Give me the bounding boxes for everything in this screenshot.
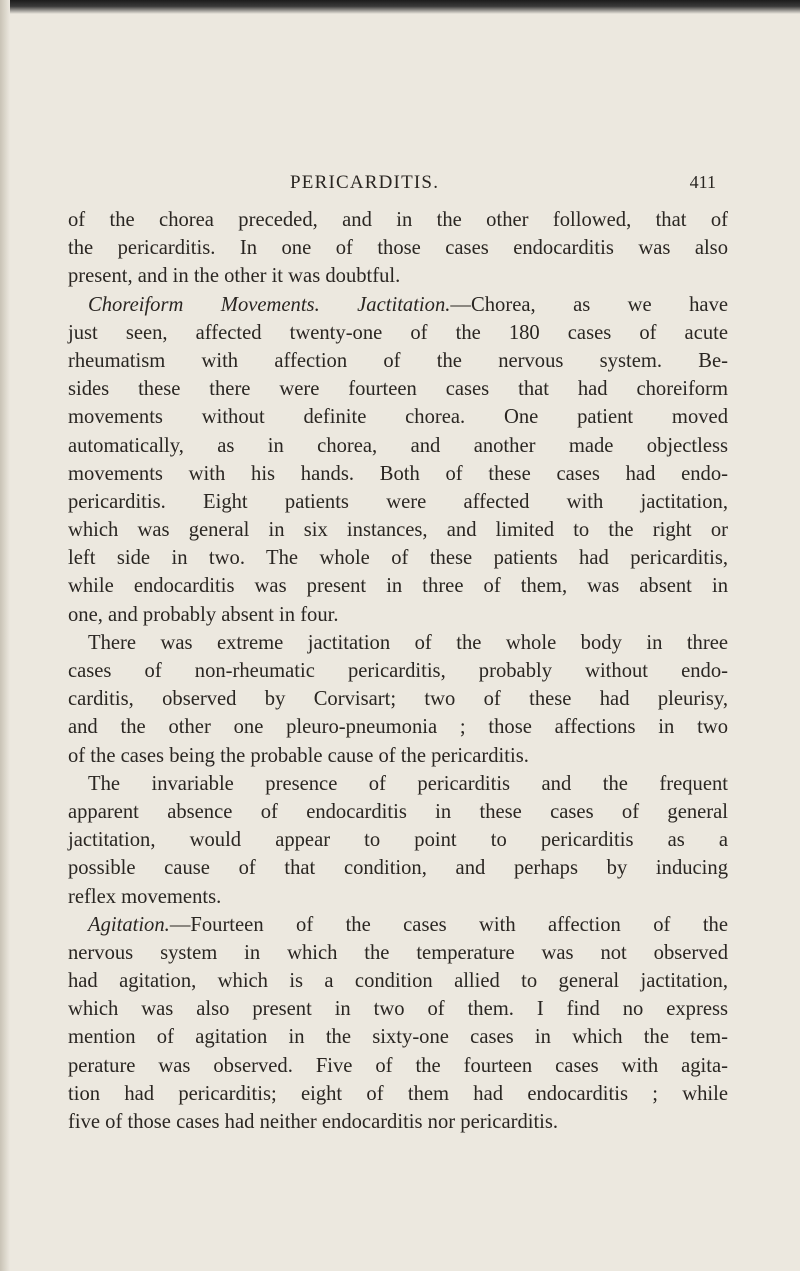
text-line: pericarditis. Eight patients were affected with jactitation, [68, 490, 728, 513]
text-line: five of those cases had neither endocarditis nor pericarditis. [68, 1111, 559, 1133]
text-line: possible cause of that condition, and perhaps by inducing [68, 857, 728, 880]
text-line: cases of non-rheumatic pericarditis, probably without endo- [68, 660, 728, 682]
body-text [68, 206, 728, 1136]
text-line: nervous system in which the temperature was not observed [68, 941, 728, 964]
page-left-edge [0, 0, 10, 1271]
text-line: had agitation, which is a condition allied to general jactitation, [68, 970, 728, 993]
section-heading-choreiform: Choreiform Movements. Jactitation. [88, 293, 451, 316]
text-run: —Chorea, as we have [450, 293, 729, 316]
text-line: tion had pericarditis; eight of them had endocarditis ; while [68, 1082, 728, 1105]
text-line: reflex movements. [68, 885, 222, 908]
text-line: which was general in six instances, and limited to the right or [68, 519, 728, 542]
text-line: while endocarditis was present in three of them, was absent in [68, 575, 728, 598]
text-line: of the chorea preceded, and in the other followed, that of [68, 209, 728, 231]
text-line: and the other one pleuro-pneumonia ; those affections in two [68, 716, 728, 739]
text-line: automatically, as in chorea, and another made objectless [68, 434, 728, 457]
text-line: of the cases being the probable cause of the pericarditis. [68, 744, 529, 767]
text-line: The invariable presence of pericarditis and the frequent [88, 772, 728, 795]
running-head [68, 172, 718, 198]
text-line: one, and probably absent in four. [68, 603, 339, 626]
text-line: movements without definite chorea. One patient moved [68, 406, 728, 429]
text-line [68, 911, 728, 939]
text-line: just seen, affected twenty-one of the 180 cases of acute [68, 321, 728, 344]
text-line: mention of agitation in the sixty-one cases in which the tem- [68, 1026, 728, 1049]
text-line [68, 291, 728, 319]
running-title: PERICARDITIS. [290, 172, 440, 193]
section-heading-agitation: Agitation. [88, 913, 170, 936]
page-top-edge [0, 0, 800, 14]
text-line: apparent absence of endocarditis in these cases of general [68, 800, 728, 823]
text-line: perature was observed. Five of the fourteen cases with agita- [68, 1054, 728, 1077]
text-line: There was extreme jactitation of the whole body in three [88, 631, 728, 654]
text-line: movements with his hands. Both of these cases had endo- [68, 462, 728, 485]
text-run: —Fourteen of the cases with affection of the [169, 913, 728, 936]
text-line: carditis, observed by Corvisart; two of these had pleurisy, [68, 688, 728, 711]
page-number: 411 [689, 172, 716, 192]
text-line: which was also present in two of them. I find no express [68, 998, 728, 1021]
text-line: rheumatism with affection of the nervous system. Be- [68, 349, 728, 372]
text-line: present, and in the other it was doubtful. [68, 265, 401, 288]
text-line: jactitation, would appear to point to pericarditis as a [68, 829, 728, 852]
text-line: left side in two. The whole of these patients had pericarditis, [68, 547, 728, 570]
text-line: sides these there were fourteen cases that had choreiform [68, 378, 728, 401]
text-line: the pericarditis. In one of those cases endocarditis was also [68, 237, 728, 260]
